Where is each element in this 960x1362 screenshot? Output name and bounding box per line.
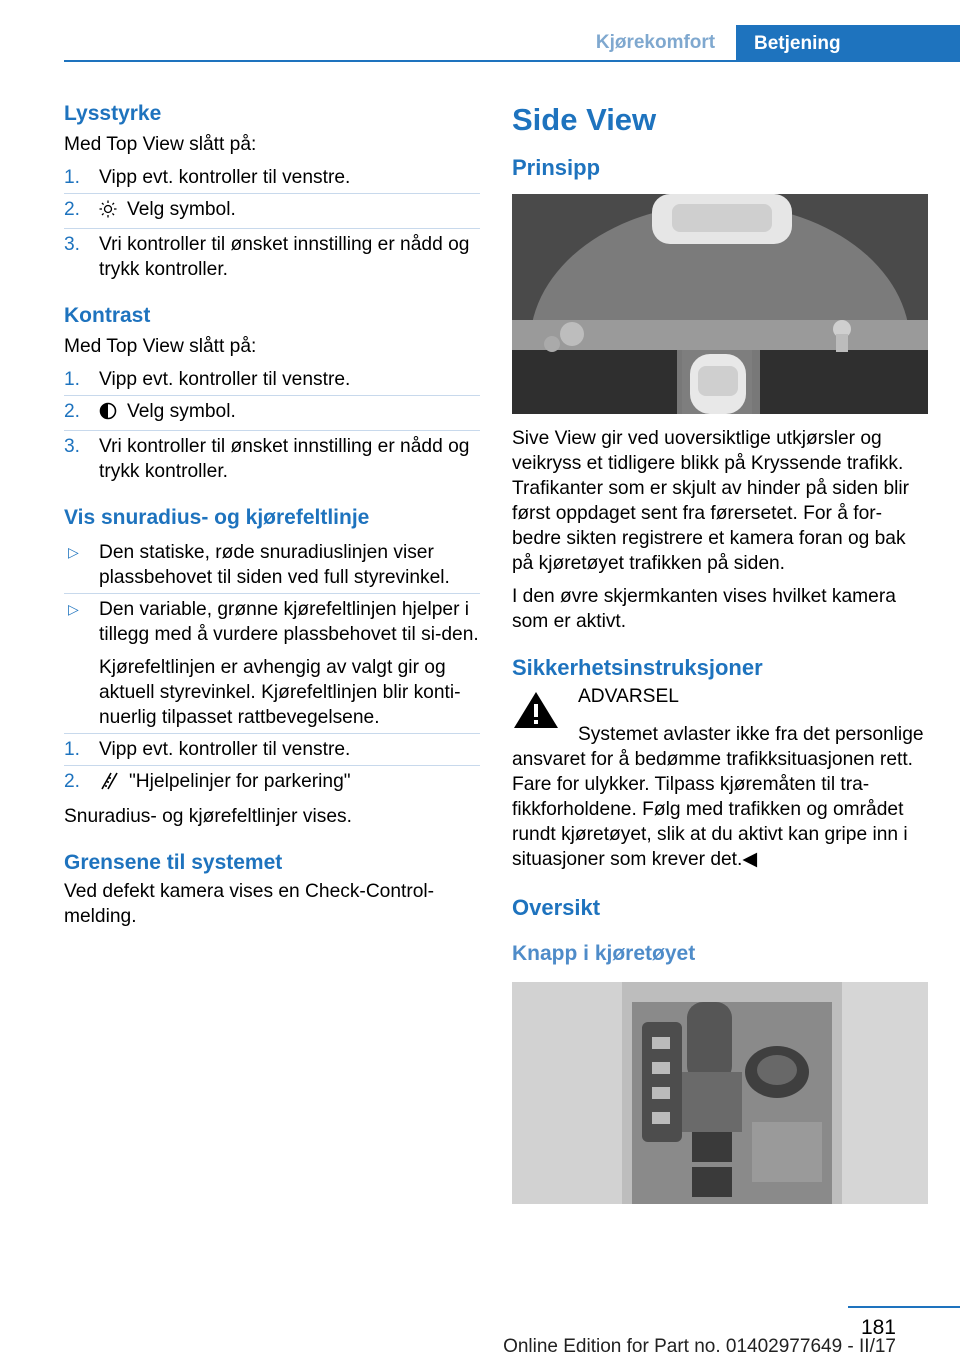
knapp-heading: Knapp i kjøretøyet [512, 942, 696, 965]
list-item [64, 597, 480, 730]
step-number: 2. [64, 199, 81, 220]
snuradius-result: Snuradius- og kjørefeltlinjer vises. [64, 806, 352, 827]
contrast-icon [99, 402, 117, 427]
brightness-icon [99, 200, 117, 225]
bullet-text: Den variable, grønne kjørefeltlinjen hjelper i tillegg med å vurdere plassbehovet til si-den. [99, 599, 479, 645]
step-number: 3. [64, 436, 81, 457]
step-number: 1. [64, 739, 81, 760]
sikkerhet-heading: Sikkerhetsinstruksjoner [512, 655, 763, 680]
page-number: 181 [860, 1316, 896, 1339]
step-text: Vri kontroller til ønsket innstilling er nådd og trykk kontroller. [99, 234, 470, 280]
header-active-tab: Betjening [736, 25, 960, 62]
step-number: 1. [64, 167, 81, 188]
prinsipp-paragraph-2: I den øvre skjermkanten vises hvilket kamera som er aktivt. [512, 586, 896, 632]
step-text: Vipp evt. kontroller til venstre. [99, 167, 351, 188]
lysstyrke-heading: Lysstyrke [64, 102, 162, 125]
list-item [64, 165, 480, 190]
warning-icon [512, 690, 560, 730]
step-text: Velg symbol. [127, 199, 236, 220]
step-number: 2. [64, 771, 81, 792]
list-item [64, 197, 480, 225]
list-item [64, 232, 480, 282]
page-title: Side View [512, 102, 657, 137]
step-number: 1. [64, 369, 81, 390]
list-item [64, 367, 480, 392]
snuradius-steps [64, 737, 480, 797]
snuradius-bullets [64, 540, 480, 730]
kontrast-intro: Med Top View slått på: [64, 336, 257, 357]
step-text: Vipp evt. kontroller til venstre. [99, 739, 351, 760]
center-console-illustration [512, 982, 928, 1204]
triangle-bullet-icon: ▷ [68, 544, 79, 560]
step-text: Vri kontroller til ønsket innstilling er nådd og trykk kontroller. [99, 436, 470, 482]
bullet-text: Den statiske, røde snuradiuslinjen viser plassbehovet til siden ved full styrevinkel. [99, 542, 450, 588]
list-item [64, 769, 480, 797]
step-number: 3. [64, 234, 81, 255]
triangle-bullet-icon: ▷ [68, 601, 79, 617]
step-number: 2. [64, 401, 81, 422]
prinsipp-paragraph-1: Sive View gir ved uoversiktlige utkjørsler og veikryss et tidligere blikk på Kryssende trafikk. Trafikanter som er skjult av hinder på siden blir først oppdaget sent fra førersetet. For å for-bedre sikten registrere et kamera foran og bak på kjøretøyet trafikken på siden. [512, 428, 910, 574]
list-item [64, 434, 480, 484]
kontrast-heading: Kontrast [64, 304, 151, 327]
side-view-illustration [512, 194, 928, 414]
grensene-heading: Grensene til systemet [64, 851, 283, 874]
header-rule [64, 60, 960, 62]
right-column [512, 100, 928, 1204]
grensene-text: Ved defekt kamera vises en Check-Control-melding. [64, 881, 435, 927]
footer-rule [848, 1306, 960, 1308]
oversikt-heading: Oversikt [512, 895, 601, 920]
bullet-subparagraph: Kjørefeltlinjen er avhengig av valgt gir og aktuell styrevinkel. Kjørefeltlinjen blir konti-nuerlig tilpasset rattbevegelsene. [99, 657, 461, 728]
lysstyrke-intro: Med Top View slått på: [64, 134, 257, 155]
kontrast-steps [64, 367, 480, 484]
edition-footer: Online Edition for Part no. 01402977649 - II/17 [503, 1336, 896, 1357]
list-item [64, 540, 480, 590]
warning-label: ADVARSEL [578, 686, 679, 707]
step-text: Vipp evt. kontroller til venstre. [99, 369, 351, 390]
left-column [64, 100, 480, 929]
step-text: Velg symbol. [127, 401, 236, 422]
step-text: "Hjelpelinjer for parkering" [129, 771, 351, 792]
list-item [64, 737, 480, 762]
warning-text: Systemet avlaster ikke fra det personlige ansvaret for å bedømme trafikksituasjonen rett. Fare for ulykker. Tilpass kjøremåten til tra-fikkforholdene. Følg med trafikken og området rundt kjøretøyet, slik at du aktivt kan gripe inn i situasjoner som krever det.◀ [512, 724, 924, 870]
header-section-tab: Kjørekomfort [595, 32, 716, 53]
list-item [64, 399, 480, 427]
snuradius-heading: Vis snuradius- og kjørefeltlinje [64, 506, 370, 529]
prinsipp-heading: Prinsipp [512, 155, 601, 180]
lysstyrke-steps [64, 165, 480, 282]
parking-lines-icon [99, 770, 119, 797]
